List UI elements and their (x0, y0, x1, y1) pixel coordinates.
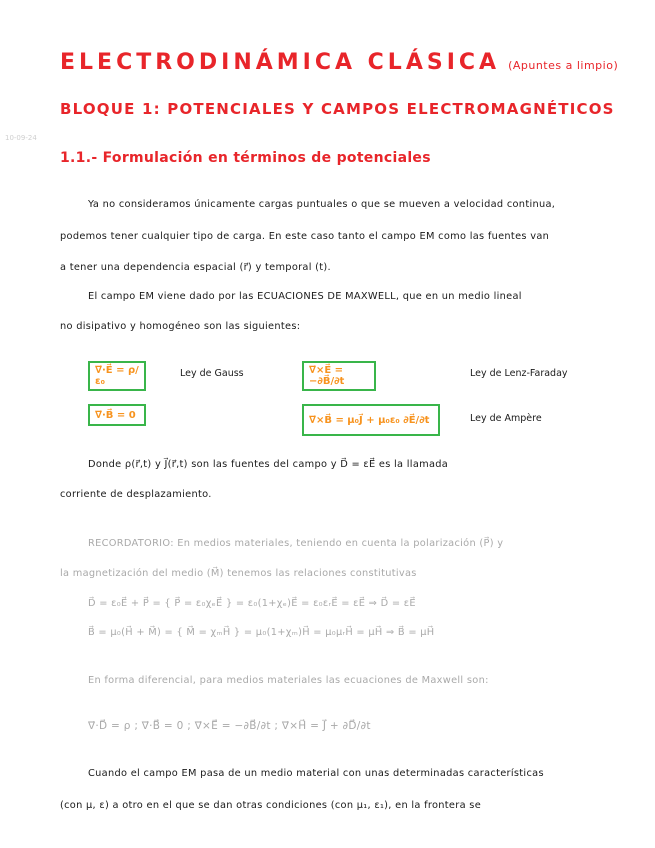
reminder-line: En forma diferencial, para medios materiales las ecuaciones de Maxwell son: (88, 675, 489, 686)
title-note: (Apuntes a limpio) (508, 59, 619, 72)
reminder-line: la magnetización del medio (M⃗) tenemos las relaciones constitutivas (60, 568, 417, 579)
paragraph-line: Ya no consideramos únicamente cargas puntuales o que se mueven a velocidad continua, (88, 199, 556, 210)
gauss-equation-box (88, 361, 146, 391)
faraday-equation-box (302, 361, 376, 391)
paragraph-line: no disipativo y homogéneo son las siguientes: (60, 321, 301, 332)
paragraph-line: Donde ρ(r⃗,t) y J⃗(r⃗,t) son las fuentes del campo y D⃗ = εE⃗ es la llamada (88, 459, 449, 470)
reminder-equation-d: D⃗ = ε₀E⃗ + P⃗ = { P⃗ = ε₀χₑE⃗ } = ε₀(1+χₑ)E⃗ = ε₀εᵣE⃗ = εE⃗ ⇒ D⃗ = εE⃗ (88, 598, 416, 609)
ampere-label: Ley de Ampère (470, 413, 542, 424)
reminder-line: RECORDATORIO: En medios materiales, teniendo en cuenta la polarización (P⃗) y (88, 538, 504, 549)
reminder-equation-b: B⃗ = μ₀(H⃗ + M⃗) = { M⃗ = χₘH⃗ } = μ₀(1+χₘ)H⃗ = μ₀μᵣH⃗ = μH⃗ ⇒ B⃗ = μH⃗ (88, 627, 435, 638)
gauss-label: Ley de Gauss (180, 368, 244, 379)
divb-equation: ∇⃗·B⃗ = 0 (95, 409, 136, 421)
section-heading: 1.1.- Formulación en términos de potenciales (60, 150, 431, 166)
faraday-equation: ∇⃗×E⃗ = −∂B⃗/∂t (309, 365, 345, 387)
date-stamp: 10-09-24 (5, 134, 37, 142)
paragraph-line: podemos tener cualquier tipo de carga. En este caso tanto el campo EM como las fuentes van (60, 231, 550, 242)
faraday-label: Ley de Lenz-Faraday (470, 368, 568, 379)
divb-equation-box (88, 404, 146, 426)
paragraph-line: El campo EM viene dado por las ECUACIONES DE MAXWELL, que en un medio lineal (88, 291, 522, 302)
title-text: ELECTRODINÁMICA CLÁSICA (60, 50, 501, 75)
gauss-equation: ∇⃗·E⃗ = ρ/ε₀ (95, 365, 139, 387)
reminder-maxwell-media: ∇⃗·D⃗ = ρ ; ∇⃗·B⃗ = 0 ; ∇⃗×E⃗ = −∂B⃗/∂t ; ∇⃗×H⃗ = J⃗ + ∂D⃗/∂t (88, 720, 371, 732)
block-heading: BLOQUE 1: POTENCIALES Y CAMPOS ELECTROMAGNÉTICOS (60, 100, 615, 118)
paragraph-line: (con μ, ε) a otro en el que se dan otras condiciones (con μ₁, ε₁), en la frontera se (60, 800, 482, 811)
paragraph-line: a tener una dependencia espacial (r⃗) y temporal (t). (60, 262, 331, 273)
ampere-equation-box (302, 404, 440, 436)
page-title (60, 50, 618, 75)
paragraph-line: Cuando el campo EM pasa de un medio material con unas determinadas características (88, 768, 544, 779)
paragraph-line: corriente de desplazamiento. (60, 489, 212, 500)
ampere-equation: ∇⃗×B⃗ = μ₀J⃗ + μ₀ε₀ ∂E⃗/∂t (309, 414, 430, 426)
